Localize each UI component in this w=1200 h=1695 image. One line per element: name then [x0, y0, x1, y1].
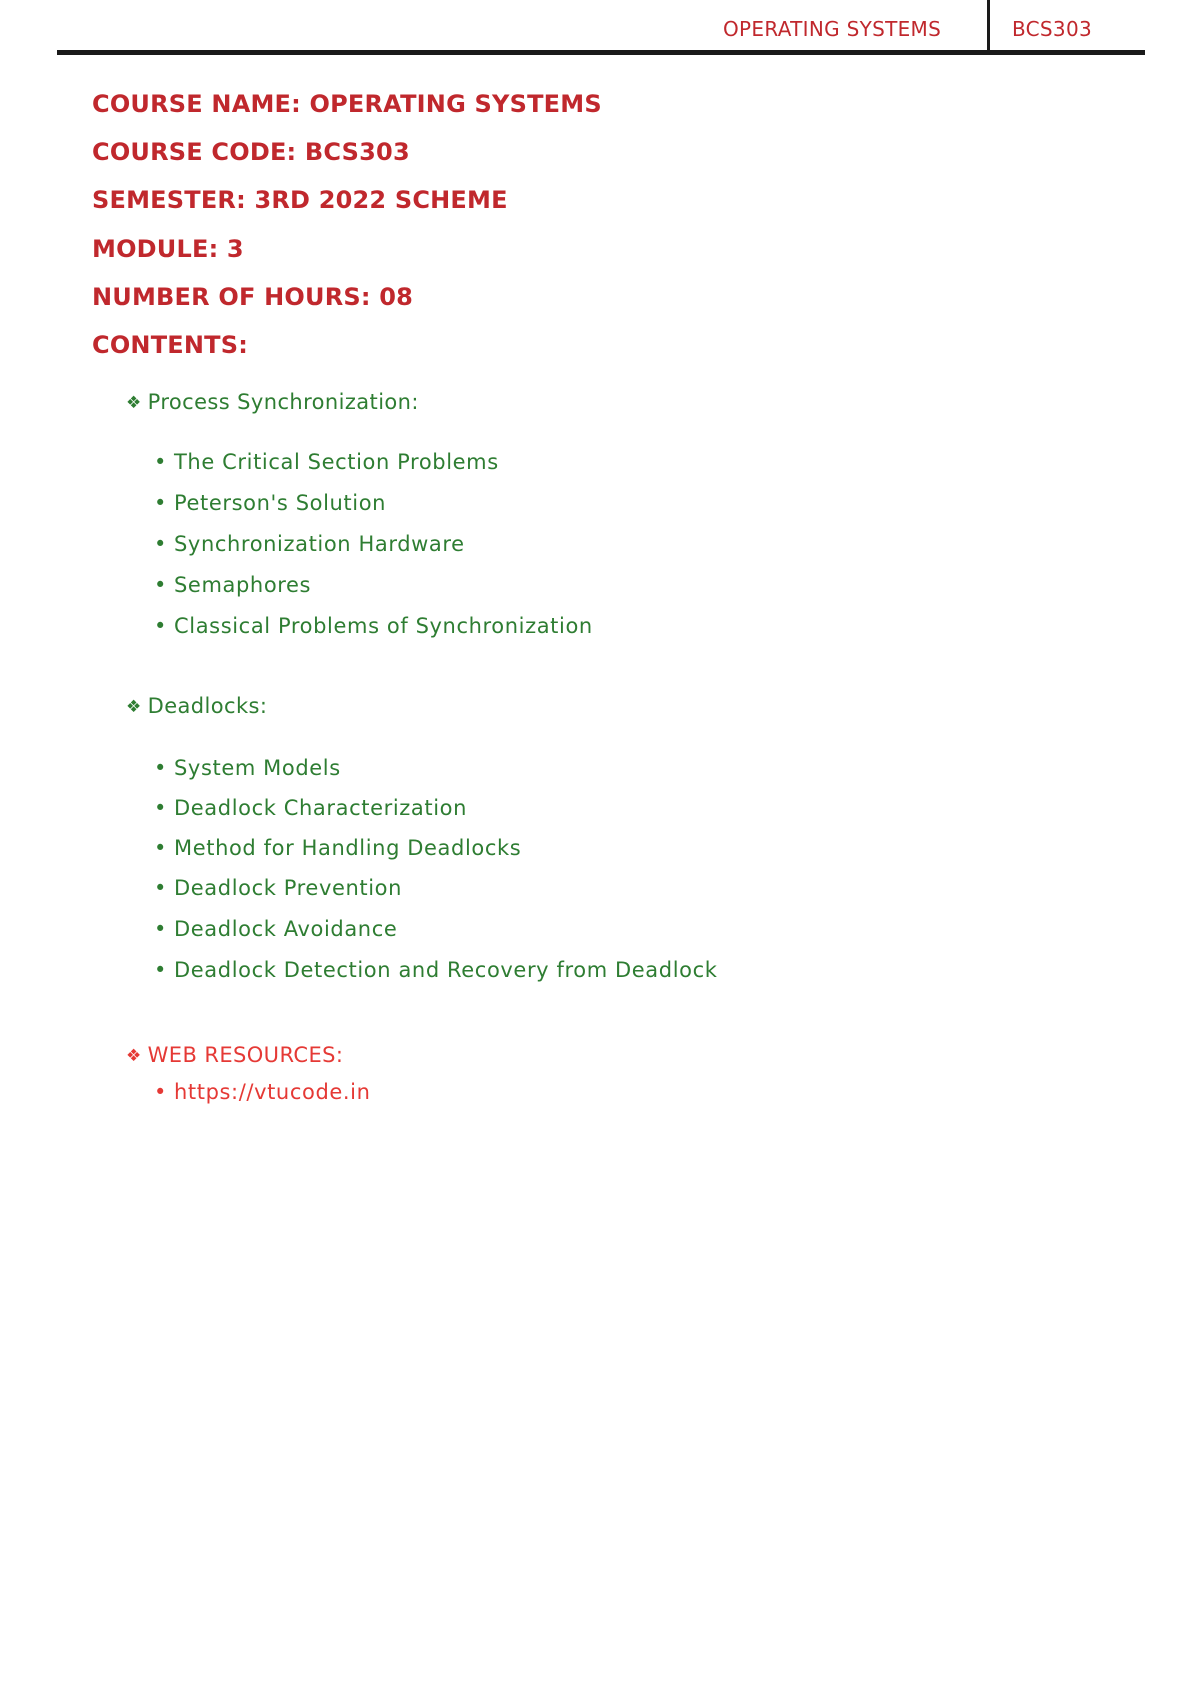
list-item: • Deadlock Prevention — [154, 876, 403, 900]
course-code: COURSE CODE: BCS303 — [92, 138, 410, 166]
list-item: • Deadlock Detection and Recovery from Deadlock — [154, 958, 718, 982]
diamond-bullet-icon: ❖ — [126, 1046, 142, 1066]
bullet-icon: • — [154, 450, 167, 474]
bullet-icon: • — [154, 614, 167, 638]
list-item: • Deadlock Characterization — [154, 796, 467, 820]
list-item: • Method for Handling Deadlocks — [154, 836, 522, 860]
list-item: • System Models — [154, 756, 341, 780]
link-text[interactable]: https://vtucode.in — [174, 1080, 371, 1104]
list-item: • The Critical Section Problems — [154, 450, 499, 474]
section-title: Deadlocks: — [147, 694, 268, 718]
header-divider — [987, 0, 990, 50]
section-title: Process Synchronization: — [147, 390, 419, 414]
list-item: • Peterson's Solution — [154, 491, 387, 515]
number-of-hours: NUMBER OF HOURS: 08 — [92, 283, 414, 311]
bullet-icon: • — [154, 756, 167, 780]
bullet-icon: • — [154, 573, 167, 597]
page-header — [57, 0, 1145, 55]
bullet-icon: • — [154, 958, 167, 982]
list-item: • Semaphores — [154, 573, 312, 597]
bullet-icon: • — [154, 796, 167, 820]
section-deadlocks — [126, 694, 267, 718]
bullet-icon: • — [154, 491, 167, 515]
header-course-code: BCS303 — [1012, 17, 1093, 41]
list-item: • Deadlock Avoidance — [154, 917, 398, 941]
list-item: • Synchronization Hardware — [154, 532, 465, 556]
section-process-synchronization — [126, 390, 419, 414]
semester: SEMESTER: 3RD 2022 SCHEME — [92, 186, 508, 214]
diamond-bullet-icon: ❖ — [126, 393, 142, 413]
web-resource-link[interactable] — [154, 1080, 371, 1104]
bullet-icon: • — [154, 836, 167, 860]
list-item: • Classical Problems of Synchronization — [154, 614, 593, 638]
diamond-bullet-icon: ❖ — [126, 697, 142, 717]
bullet-icon: • — [154, 917, 167, 941]
module: MODULE: 3 — [92, 235, 244, 263]
course-name: COURSE NAME: OPERATING SYSTEMS — [92, 90, 602, 118]
bullet-icon: • — [154, 876, 167, 900]
section-title: WEB RESOURCES: — [147, 1043, 344, 1067]
bullet-icon: • — [154, 532, 167, 556]
bullet-icon: • — [154, 1080, 167, 1104]
section-web-resources — [126, 1043, 343, 1067]
header-course-name: OPERATING SYSTEMS — [723, 17, 942, 41]
contents-heading: CONTENTS: — [92, 331, 249, 359]
